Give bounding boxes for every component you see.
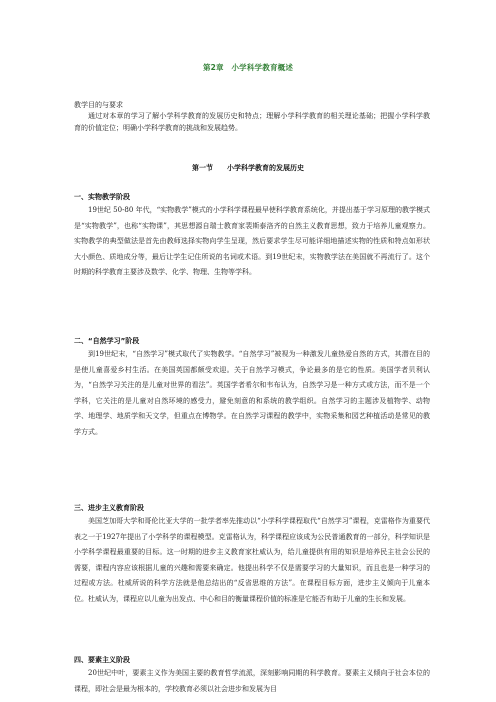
- subsection-text: 美国芝加哥大学和哥伦比亚大学的一批学者率先推动以“小学科学课程取代“自然学习”课程，克雷格作为重要代表之一于1927年提出了小学科学的课程模型。克雷格认为，科学课程应该成为公民普通教育的一部分，科学知识是小学科学课程最重要的目标。这一时期的进步主义教育家杜威认为，给儿童提供有用的知识是培养民主社会公民的需要，课程内容应该根据儿童的兴趣和需要来确定。他提出科学不仅是需要学习的大量知识，而且也是一种学习的过程或方法。杜威所说的科学方法就是他总结出的“反省思维的方法”。在课程目标方面，进步主义倾向于儿童本位。杜威认为，课程应以儿童为出发点、中心和目的衡量课程价值的标准是它能否有助于儿童的生长和发展。: [74, 517, 430, 603]
- objectives-block: [74, 100, 430, 134]
- subsection-2: [74, 335, 430, 441]
- section-title: [0, 163, 496, 173]
- section-number: 第一节: [192, 164, 213, 172]
- subsection-text: 到19世纪末，“自然学习”模式取代了实物教学。“自然学习”被视为一种激发儿童热爱自然的方式，其潜在目的是使儿童喜爱乡村生活。在美国英国都颇受欢迎。关于自然学习模式，争论最多的是它的性质。美国学者贝利认为，“自然学习关注的是儿童对世界的看法”。英国学者希尔和韦布认为，自然学习是一种方式或方法，而不是一个学科，它关注的是儿童对自然环境的感受力，避免刻意的和系统的教学组织。自然学习的主题涉及植物学、动物学、地理学、地质学和天文学，但重点在博物学。在自然学习课程的教学中，实物采集和园艺种植活动是常见的教学方式。: [74, 350, 430, 436]
- subsection-text: 19世纪 50-80 年代，“实物教学”模式的小学科学课程最早使科学教育系统化，并提出基于学习原理的教学模式是“实物教学”，也称“实物课”，其思想源自瑞士教育家裴斯泰洛齐的自然主义教育思想，致力于培养儿童观察力。实物教学的典型做法是首先由教师选择实物向学生呈现，然后要求学生尽可能详细地描述实物的性质和特点如形状大小颜色、质地成分等，最后让学生记住所说的名词或术语。到19世纪末，实物教学法在美国就不再流行了。这个时期的科学教育主要涉及数学、化学、物理、生物等学科。: [74, 206, 430, 277]
- objectives-label: 教学目的与要求: [74, 101, 123, 109]
- subsection-heading: 二、“自然学习”阶段: [74, 337, 140, 345]
- subsection-heading: 一、实物教学阶段: [74, 193, 130, 201]
- subsection-1: [74, 191, 430, 281]
- subsection-4: [74, 654, 430, 697]
- subsection-heading: 三、进步主义教育阶段: [74, 504, 144, 512]
- subsection-3: [74, 502, 430, 608]
- subsection-text: 20世纪中叶，要素主义作为美国主要的教育哲学流派，深刻影响同期的科学教育。要素主义倾向于社会本位的课程，即社会是最为根本的，学校教育必须以社会进步和发展为目: [74, 669, 430, 693]
- objectives-text: 通过对本章的学习了解小学科学教育的发展历史和特点；理解小学科学教育的相关理论基础；把握小学科学教育的价值定位；明确小学科学教育的挑战和发展趋势。: [74, 112, 430, 132]
- subsection-heading: 四、要素主义阶段: [74, 656, 130, 664]
- section-heading: 小学科学教育的发展历史: [227, 164, 304, 172]
- chapter-title: 第2章 小学科学教育概述: [202, 63, 294, 72]
